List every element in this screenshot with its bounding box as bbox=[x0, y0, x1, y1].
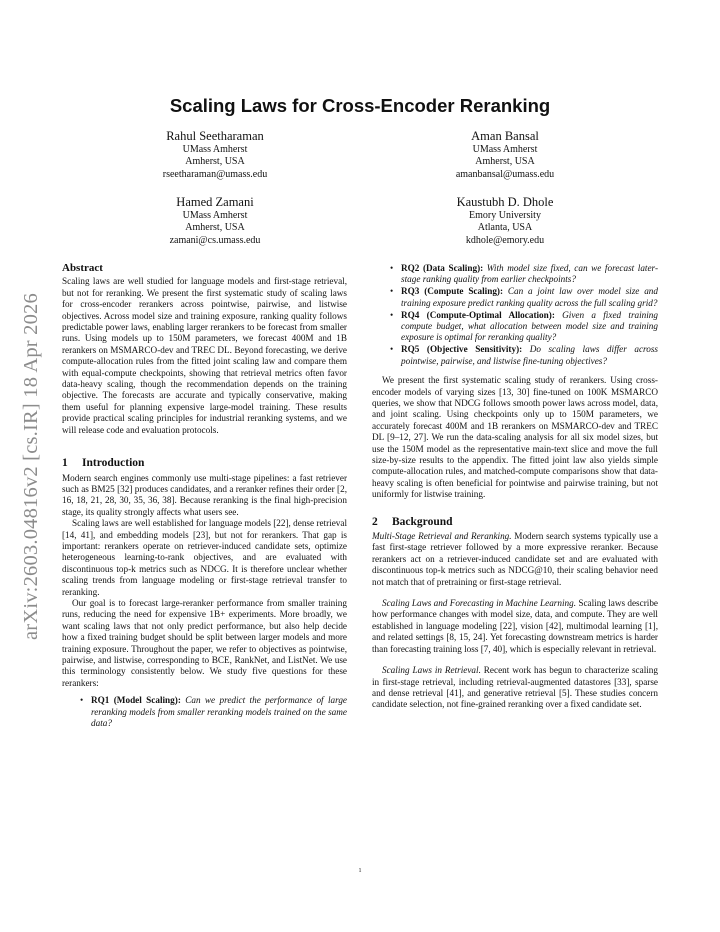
paragraph-runin-heading: Scaling Laws in Retrieval. bbox=[382, 665, 481, 676]
research-question bbox=[79, 695, 347, 729]
rq-label: RQ4 (Compute-Optimal Allocation): bbox=[401, 309, 555, 320]
research-question bbox=[389, 310, 658, 344]
rq-question: Do scaling laws differ across pointwise, pairwise, and listwise fine-tuning objectives? bbox=[401, 344, 658, 366]
arxiv-stamp: arXiv:2603.04816v2 [cs.IR] 18 Apr 2026 bbox=[20, 293, 42, 640]
paragraph: We present the first systematic scaling study of rerankers. Using cross-encoder models of varying sizes [13, 30] fine-tuned on 100K MSMARCO queries, we show that NDCG follows smooth power laws across model, data, and joint scaling. Using checkpoints only up to 150M parameters, we accurately forecast 400M and 1B rerankers on MSMARCO-dev and TREC DL [9–12, 27]. We run the data-scaling analysis for all six model sizes, but use the 150M model as the representative main-text slice and move the full size-by-size results to the appendix. The fitted joint law also yields simple compute-allocation rules, and matched-compute comparisons show that data-heavy scaling is often beneficial for pointwise and pairwise training, but not uniformly for listwise training. bbox=[372, 375, 658, 500]
author-name: Rahul Seetharaman bbox=[166, 129, 264, 143]
paper-title: Scaling Laws for Cross-Encoder Reranking bbox=[169, 95, 551, 116]
author-affiliation: UMass Amherst bbox=[182, 210, 248, 221]
paragraph-text: Recent work has begun to characterize scaling in first-stage retrieval, including retrieval-augmented datastores [33], sparse and dense retrieval [41], and generative retrieval [5]. These studies concern candidate selection, not fine-grained reranking over a fixed candidate set. bbox=[372, 665, 658, 710]
author-location: Amherst, USA bbox=[475, 156, 535, 168]
author-affiliation: UMass Amherst bbox=[472, 144, 538, 155]
paragraph: Our goal is to forecast large-reranker performance from smaller training runs, reducing the need for expensive 1B+ experiments. More broadly, we want scaling laws that not only predict performance, but also help decide how a fixed training budget should be split between larger models and more training exposure. Throughout the paper, we refer to objectives as pointwise, pairwise, and listwise, corresponding to BCE, RankNet, and ListNet. We use this terminology consistently below. We study five questions for these rerankers: bbox=[62, 597, 347, 688]
author-location: Amherst, USA bbox=[185, 222, 245, 234]
author-location: Amherst, USA bbox=[185, 156, 245, 168]
paragraph: Modern search engines commonly use multi-stage pipelines: a fast retriever such as BM25 [32] produces candidates, and a reranker refines their order [2, 16, 18, 21, 28, 30, 35, 36, 38]. Because reranking is the final high-precision stage, its quality strongly affects what users see. bbox=[62, 472, 347, 517]
abstract-text: Scaling laws are well studied for language models and first-stage retrieval, but not for reranking. We present the first systematic study of scaling laws for cross-encoder rerankers across pointwise, pairwise, and listwise objectives. Across model size and training exposure, ranking quality follows predictable power laws, enabling larger rerankers to be forecast from smaller runs. Using models up to 150M parameters, we forecast 400M and 1B rerankers on MSMARCO-dev and TREC DL. Beyond forecasting, we derive compute-allocation rules from the fitted joint scaling law and compare them with equal-compute checkpoints, showing that retrieval metrics often favor data-heavy scaling, though the recommendation depends on the training objective. The forecasts are accurate and typically conservative, making them useful for planning expensive large-model training. These results provide practical scaling principles for industrial reranking systems, and we will release code and evaluation protocols. bbox=[62, 276, 347, 435]
research-question bbox=[389, 344, 658, 367]
research-question-list bbox=[79, 695, 347, 729]
author-block-3 bbox=[95, 194, 335, 247]
author-email: amanbansal@umass.edu bbox=[455, 168, 555, 180]
author-affiliation: Emory University bbox=[469, 210, 541, 221]
rq-label: RQ5 (Objective Sensitivity): bbox=[401, 344, 523, 355]
author-name: Kaustubh D. Dhole bbox=[456, 195, 554, 209]
paragraph bbox=[372, 531, 658, 588]
rq-label: RQ1 (Model Scaling): bbox=[91, 695, 181, 706]
paragraph: Scaling laws are well established for language models [22], dense retrieval [14, 41], and embedding models [23], but not for rerankers. That gap is important: rerankers operate on retriever-induced candidate sets, optimize heterogeneous learning-to-rank objectives, and are evaluated with discontinuous top-k metrics such as NDCG. It is therefore unclear whether scaling trends from language modeling or first-stage retrieval transfer to reranking. bbox=[62, 518, 347, 597]
section-number: 1 bbox=[62, 457, 68, 470]
rq-label: RQ2 (Data Scaling): bbox=[401, 263, 484, 273]
author-name: Hamed Zamani bbox=[176, 195, 254, 209]
research-question bbox=[389, 286, 658, 309]
rq-label: RQ3 (Compute Scaling): bbox=[401, 286, 504, 297]
section-title: Introduction bbox=[82, 457, 145, 470]
section-number: 2 bbox=[372, 515, 378, 528]
author-block-4 bbox=[385, 194, 625, 247]
page-number: 1 bbox=[358, 868, 362, 874]
abstract-heading: Abstract bbox=[62, 262, 103, 274]
author-email: rseetharaman@umass.edu bbox=[162, 168, 268, 180]
author-block-1 bbox=[95, 128, 335, 181]
research-question bbox=[389, 263, 658, 286]
left-column bbox=[62, 263, 347, 730]
section-title: Background bbox=[392, 515, 453, 528]
paragraph-runin-heading: Multi-Stage Retrieval and Reranking. bbox=[372, 531, 512, 542]
paragraph-runin-heading: Scaling Laws and Forecasting in Machine Learning. bbox=[382, 598, 577, 609]
rq-question: Given a fixed training compute budget, what allocation between model size and training exposure is optimal for reranking quality? bbox=[401, 309, 658, 343]
right-column bbox=[372, 263, 658, 711]
rq-question: With model size fixed, can we forecast later-stage ranking quality from earlier checkpoints? bbox=[401, 263, 658, 285]
author-affiliation: UMass Amherst bbox=[182, 144, 248, 155]
author-name: Aman Bansal bbox=[471, 129, 539, 143]
rq-question: Can a joint law over model size and training exposure predict ranking quality across the full scaling grid? bbox=[401, 286, 658, 308]
section-heading-introduction bbox=[62, 458, 347, 469]
paragraph-text: Scaling laws describe how performance changes with model size, data, and compute. They are well established in language modeling [22], vision [42], multimodal learning [1], and related settings [8, 15, 24]. Yet forecasting downstream metrics is harder than forecasting training loss [7, 40], which is especially relevant in retrieval. bbox=[372, 598, 658, 654]
rq-question: Can we predict the performance of large reranking models from smaller reranking models trained on the same data? bbox=[91, 695, 348, 729]
author-email: kdhole@emory.edu bbox=[465, 234, 545, 246]
author-email: zamani@cs.umass.edu bbox=[169, 234, 261, 246]
paragraph bbox=[372, 665, 658, 711]
section-heading-background bbox=[372, 517, 658, 528]
research-question-list bbox=[389, 263, 658, 367]
paragraph bbox=[372, 598, 658, 655]
author-block-2 bbox=[385, 128, 625, 181]
paragraph-text: Modern search systems typically use a fast first-stage retriever followed by a more expressive reranker. Because rerankers act on a retriever-induced candidate set and are evaluated with discontinuous top-k metrics such as NDCG@10, their scaling behavior need not match that of pretraining or first-stage retrieval. bbox=[372, 531, 658, 587]
author-location: Atlanta, USA bbox=[477, 222, 533, 234]
